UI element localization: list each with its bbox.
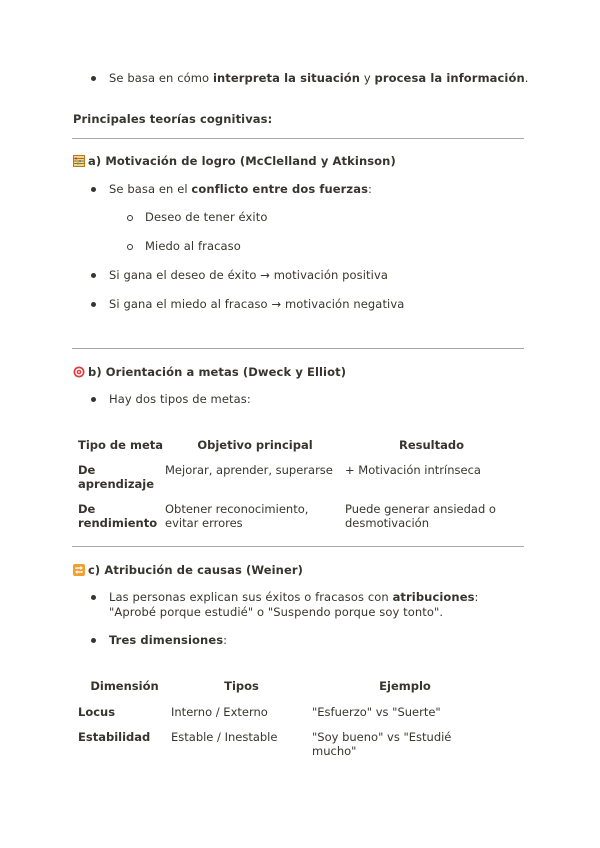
table-row: [78, 462, 518, 502]
table-row: [78, 502, 518, 538]
c-bullet-2: Tres dimensiones:: [109, 633, 228, 647]
sub-bullet-circle: [127, 244, 133, 250]
divider: [72, 348, 524, 349]
table-cell: Mejorar, aprender, superarse: [165, 463, 333, 477]
table-row: [78, 705, 498, 730]
table-cell: "Esfuerzo" vs "Suerte": [312, 705, 441, 719]
section-title: Principales teorías cognitivas:: [73, 112, 273, 126]
table-header: Resultado: [398, 438, 465, 452]
c-bullet-1: Las personas explican sus éxitos o fracasos con atribuciones: "Aprobé porque estudié" o "Suspendo porque soy tonto".: [109, 590, 479, 619]
a-bullet-3: Si gana el miedo al fracaso → motivación negativa: [109, 297, 405, 311]
divider: [72, 546, 524, 547]
section-b-heading: b) Orientación a metas (Dweck y Elliot): [73, 365, 346, 380]
table-cell: De rendimiento: [78, 502, 158, 530]
table-header: Tipo de meta: [78, 438, 163, 452]
divider: [72, 138, 524, 139]
table-cell: Puede generar ansiedad o desmotivación: [345, 502, 496, 530]
table-row: [78, 730, 498, 762]
table-cell: "Soy bueno" vs "Estudié mucho": [312, 730, 452, 758]
dimensiones-table: [78, 679, 498, 762]
a-bullet-2: Si gana el deseo de éxito → motivación positiva: [109, 268, 389, 282]
a-sub-2: Miedo al fracaso: [145, 239, 241, 253]
bullet-dot: [91, 302, 96, 307]
a-bullet-1: Se basa en el conflicto entre dos fuerzas:: [109, 182, 373, 196]
table-header: Tipos: [224, 679, 259, 693]
bullet-dot: [91, 187, 96, 192]
table-header: Objetivo principal: [197, 438, 313, 452]
b-bullet-1: Hay dos tipos de metas:: [109, 392, 251, 406]
a-sub-1: Deseo de tener éxito: [145, 210, 268, 224]
bullet-dot: [91, 638, 96, 643]
table-header: Ejemplo: [379, 679, 431, 693]
table-cell: Obtener reconocimiento, evitar errores: [165, 502, 309, 530]
section-c-heading: c) Atribución de causas (Weiner): [73, 563, 303, 578]
bullet-dot: [91, 397, 96, 402]
table-cell: Estabilidad: [78, 730, 151, 744]
table-cell: Interno / Externo: [171, 705, 268, 719]
target-icon: [73, 366, 85, 378]
intro-text: Se basa en cómo interpreta la situación y procesa la información.: [109, 71, 529, 85]
table-cell: De aprendizaje: [78, 463, 155, 491]
table-cell: Estable / Inestable: [171, 730, 278, 744]
repeat-icon: [73, 564, 85, 576]
table-cell: + Motivación intrínseca: [345, 463, 481, 477]
sub-bullet-circle: [127, 215, 133, 221]
bullet-dot: [91, 76, 96, 81]
abacus-icon: [73, 155, 85, 167]
table-header: Dimensión: [90, 679, 159, 693]
bullet-dot: [91, 595, 96, 600]
section-a-heading: a) Motivación de logro (McClelland y Atkinson): [73, 154, 396, 169]
bullet-dot: [91, 273, 96, 278]
table-header-row: [78, 438, 518, 462]
metas-table: [78, 438, 518, 538]
table-header-row: [78, 679, 498, 705]
table-cell: Locus: [78, 705, 116, 719]
